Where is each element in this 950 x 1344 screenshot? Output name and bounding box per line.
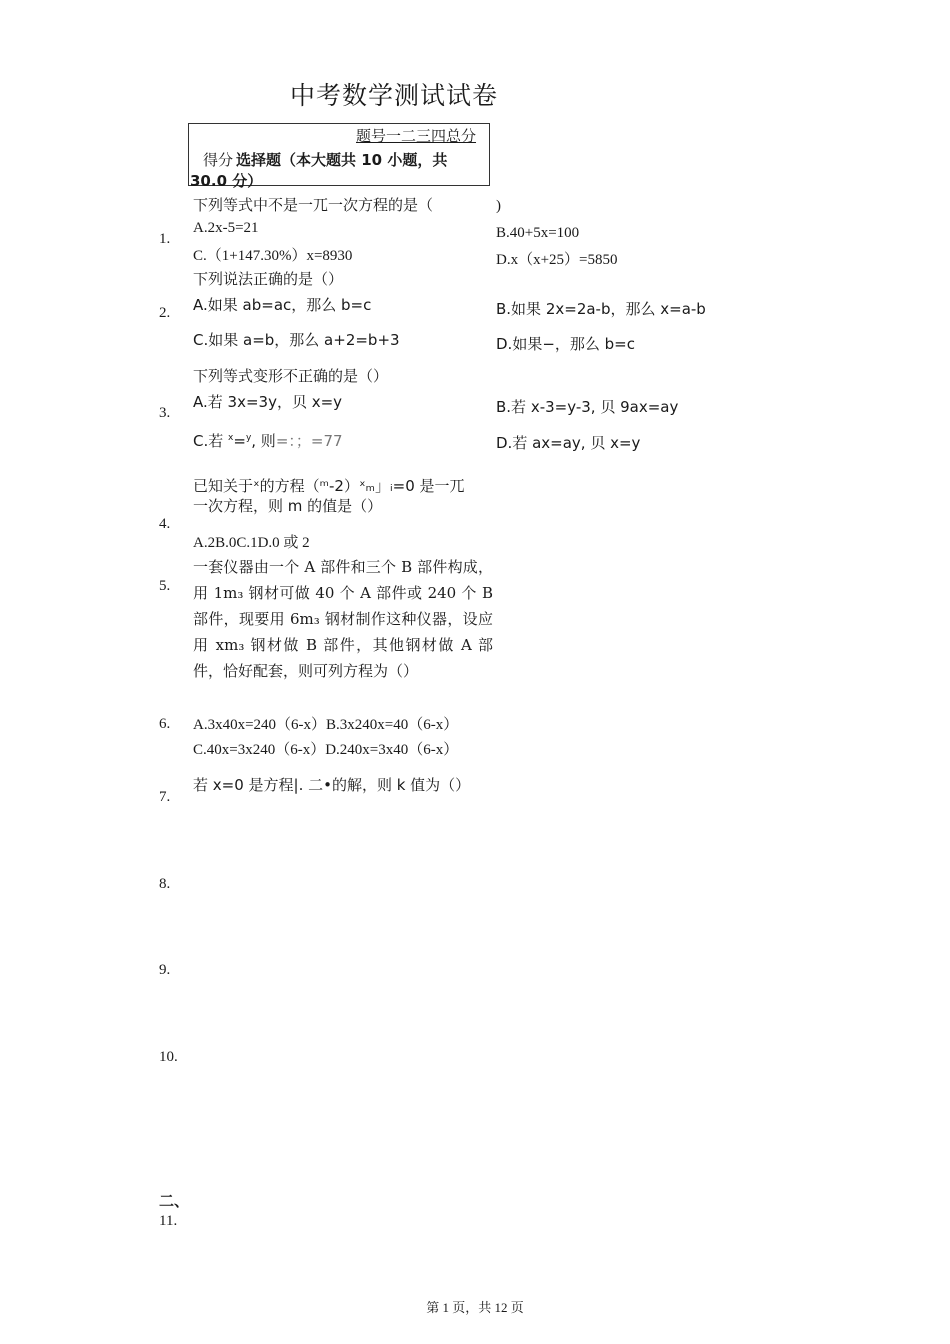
q2-option-d: D.如果−，那么 b=c <box>496 335 635 353</box>
q3-number: 3. <box>159 405 171 421</box>
q5-number: 5. <box>159 578 171 594</box>
section-one-score: 30.0 分） <box>190 172 263 190</box>
q6-number: 6. <box>159 716 171 732</box>
score-row-label: 得分 <box>203 151 234 169</box>
q3-option-c <box>193 430 343 451</box>
q7-stem: 若 x=0 是方程|. 二•的解，则 k 值为（） <box>193 776 471 794</box>
q2-number: 2. <box>159 305 171 321</box>
q4-stem-line1: 已知关于ˣ的方程（ᵐ-2）ˣₘ」ᵢ=0 是一兀 <box>193 477 465 495</box>
q2-option-c: C.如果 a=b，那么 a+2=b+3 <box>193 331 400 349</box>
q3-option-d: D.若 ax=ay, 贝 x=y <box>496 434 641 452</box>
q4-stem-line2: 一次方程，则 m 的值是（） <box>193 497 383 515</box>
q3-option-a: A.若 3x=3y，贝 x=y <box>193 393 343 411</box>
page-footer: 第 1 页，共 12 页 <box>426 1300 524 1315</box>
section-two-heading: 二、 <box>159 1192 190 1210</box>
q11-number: 11. <box>159 1213 178 1229</box>
q3-c-prefix: C.若 <box>193 432 224 450</box>
q8-number: 8. <box>159 876 171 892</box>
q3-c-suffix: , 则 <box>251 432 276 450</box>
q6-options-line2: C.40x=3x240（6-x）D.240x=3x40（6-x） <box>193 742 459 758</box>
q1-option-d: D.x（x+25）=5850 <box>496 252 618 268</box>
q10-number: 10. <box>159 1049 178 1065</box>
score-table-header: 题号一二三四总分 <box>356 127 477 145</box>
q7-number: 7. <box>159 789 171 805</box>
q2-option-a: A.如果 ab=ac，那么 b=c <box>193 296 372 314</box>
q2-option-b: B.如果 2x=2a-b，那么 x=a-b <box>496 300 706 318</box>
q3-option-b: B.若 x-3=y-3, 贝 9ax=ay <box>496 398 679 416</box>
q3-stem: 下列等式变形不正确的是（） <box>193 367 389 385</box>
q1-number: 1. <box>159 231 171 247</box>
q4-options: A.2B.0C.1D.0 或 2 <box>193 535 310 551</box>
page-title: 中考数学测试试卷 <box>290 81 499 110</box>
q1-option-b: B.40+5x=100 <box>496 225 580 241</box>
q4-number: 4. <box>159 516 171 532</box>
q6-options-line1: A.3x40x=240（6-x）B.3x240x=40（6-x） <box>193 717 459 733</box>
q3-c-mid: = <box>233 432 246 450</box>
section-one-title: 选择题（本大题共 10 小题，共 <box>236 151 448 169</box>
q1-option-a: A.2x-5=21 <box>193 220 259 236</box>
q1-stem: 下列等式中不是一兀一次方程的是（ <box>193 196 434 214</box>
q1-option-c: C.（1+147.30%）x=8930 <box>193 248 353 264</box>
q9-number: 9. <box>159 962 171 978</box>
q3-c-sup-x: x <box>228 433 234 443</box>
q3-c-sup-y: y <box>245 433 252 443</box>
q1-stem-close: ) <box>496 198 501 214</box>
q5-stem: 一套仪器由一个 A 部件和三个 B 部件构成，用 1m₃ 钢材可做 40 个 A 部件或 240 个 B 部件，现要用 6m₃ 钢材制作这种仪器，设应用 xm₃ 钢材做 B 部件，其他钢材做 A 部件，恰好配套，则可列方程为（） <box>193 558 493 680</box>
q3-c-tail: =：；=77 <box>275 432 343 450</box>
q2-stem: 下列说法正确的是（） <box>193 270 344 288</box>
